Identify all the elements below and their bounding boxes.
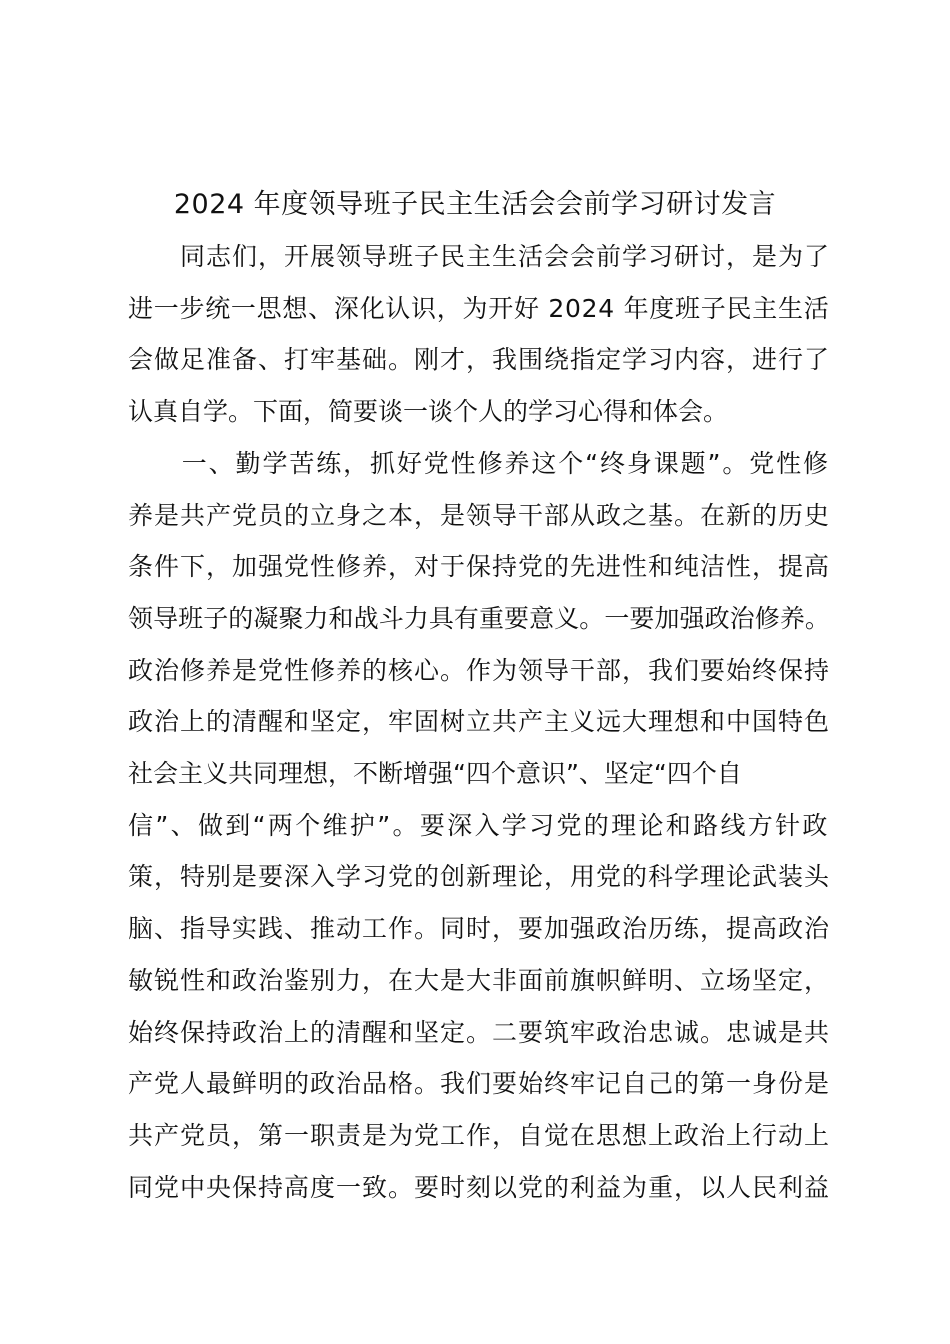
paragraph-line: 认真自学。下面，简要谈一谈个人的学习心得和体会。: [128, 397, 729, 427]
paragraph-line: 政治上的清醒和坚定，牢固树立共产主义远大理想和中国特色: [128, 707, 831, 737]
paragraph-line: 一、勤学苦练，抓好党性修养这个“终身课题”。党性修: [128, 448, 830, 478]
paragraph-line: 始终保持政治上的清醒和坚定。二要筑牢政治忠诚。忠诚是共: [128, 1017, 831, 1047]
paragraph-line: 社会主义共同理想，不断增强“四个意识”、坚定“四个自: [128, 759, 742, 788]
paragraph-line: 养是共产党员的立身之本，是领导干部从政之基。在新的历史: [128, 500, 831, 530]
paragraph-line: 进一步统一思想、深化认识，为开好 2024 年度班子民主生活: [128, 293, 830, 323]
paragraph-line: 脑、指导实践、推动工作。同时，要加强政治历练，提高政治: [128, 914, 831, 944]
paragraph-line: 同志们，开展领导班子民主生活会会前学习研讨，是为了: [128, 242, 831, 271]
paragraph-line: 同党中央保持高度一致。要时刻以党的利益为重，以人民利益: [128, 1172, 831, 1202]
document-title: 2024 年度领导班子民主生活会会前学习研讨发言: [173, 189, 777, 220]
paragraph-line: 共产党员，第一职责是为党工作，自觉在思想上政治上行动上: [128, 1120, 831, 1150]
paragraph-line: 条件下，加强党性修养，对于保持党的先进性和纯洁性，提高: [128, 552, 831, 582]
paragraph-line: 敏锐性和政治鉴别力，在大是大非面前旗帜鲜明、立场坚定，: [128, 965, 831, 995]
paragraph-line: 会做足准备、打牢基础。刚才，我围绕指定学习内容，进行了: [128, 345, 831, 375]
paragraph-line: 策，特别是要深入学习党的创新理论，用党的科学理论武装头: [128, 862, 831, 892]
paragraph-line: 领导班子的凝聚力和战斗力具有重要意义。一要加强政治修养。: [128, 603, 830, 633]
paragraph-line: 产党人最鲜明的政治品格。我们要始终牢记自己的第一身份是: [128, 1069, 831, 1099]
paragraph-line: 信”、做到“两个维护”。要深入学习党的理论和路线方针政: [128, 810, 830, 840]
paragraph-line: 政治修养是党性修养的核心。作为领导干部，我们要始终保持: [128, 655, 831, 685]
